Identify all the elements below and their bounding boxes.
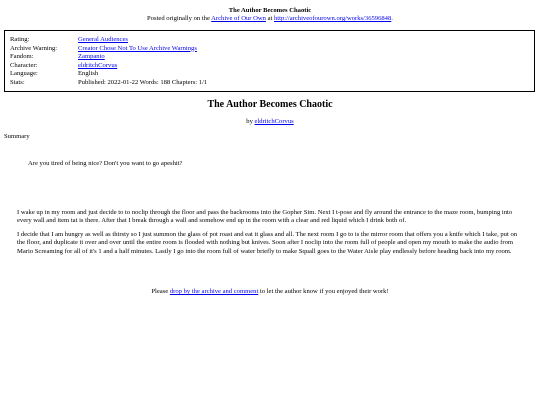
work-title: The Author Becomes Chaotic: [207, 99, 333, 110]
posted-line: [0, 15, 540, 23]
archive-link[interactable]: Archive of Our Own: [211, 15, 266, 23]
page-header: [0, 0, 540, 23]
comment-link[interactable]: drop by the archive and comment: [169, 288, 259, 295]
author-link[interactable]: eldritchCorvus: [254, 118, 294, 125]
footer-please: Please: [151, 288, 169, 295]
character-label: Character:: [10, 61, 38, 69]
meta-row-stats: [10, 79, 207, 88]
posted-period: .: [391, 15, 393, 23]
character-link[interactable]: eldritchCorvus: [78, 61, 118, 69]
meta-row-language: [10, 70, 207, 79]
work-url-link[interactable]: http://archiveofourown.org/works/36596848: [274, 15, 392, 23]
stats-label: Stats:: [10, 78, 25, 86]
rating-label: Rating:: [10, 36, 30, 43]
stats-value: Published: 2022-01-22 Words: 188 Chapters: 1/1: [78, 78, 208, 86]
warning-link[interactable]: Creator Chose Not To Use Archive Warnings: [78, 44, 197, 52]
language-value: English: [78, 70, 99, 78]
rating-link[interactable]: General Audiences: [78, 36, 128, 43]
metadata-box: [4, 30, 535, 92]
header-title: The Author Becomes Chaotic: [228, 7, 312, 14]
meta-row-fandom: [10, 53, 207, 62]
summary-label: Summary: [4, 133, 30, 140]
story-paragraph-1: I wake up in my room and just decide to to noclip through the floor and pass the backrooms into the Gopher Sim. Next I t-pose and fly around the entrance to the maze room, bumping into every wall and item tat is there. After that I break through a wall and somehow end up in the room with a clear and red liquid which I drink both of.: [17, 209, 513, 225]
meta-row-warning: [10, 45, 207, 54]
footer-note: [0, 288, 540, 296]
story-paragraph-2: I decide that I am hungry as well as thirsty so I just summon the glass of pot roast and eat it glass and all. The next room I go to is the mirror room that offers you a knife which I take, put on the floor, and duplicate it over and over until the entire room is flooded with nothing but knives. Soon after I noclip into the room full of people and open my mouth to make the audio from Mario Screaming for all of it's 1 and a half minutes. Lastly I go into the room full of water briefly to make Squall goes to the Water Aisle play endlessly before heading back into my room.: [17, 231, 518, 255]
warning-label: Archive Warning:: [10, 44, 58, 52]
meta-row-rating: [10, 36, 207, 45]
byline-by: by: [246, 118, 253, 125]
metadata-table: [10, 36, 207, 88]
fandom-link[interactable]: Zampanio: [78, 53, 105, 61]
footer-rest: to let the author know if you enjoyed their work!: [259, 288, 389, 295]
language-label: Language:: [10, 70, 38, 78]
summary-text: Are you tired of being nice? Don't you want to go apeshit?: [28, 160, 183, 167]
posted-prefix: Posted originally on the: [147, 15, 210, 23]
fandom-label: Fandom:: [10, 53, 34, 61]
byline: [0, 118, 540, 126]
meta-row-character: [10, 62, 207, 71]
posted-at: at: [267, 15, 273, 23]
